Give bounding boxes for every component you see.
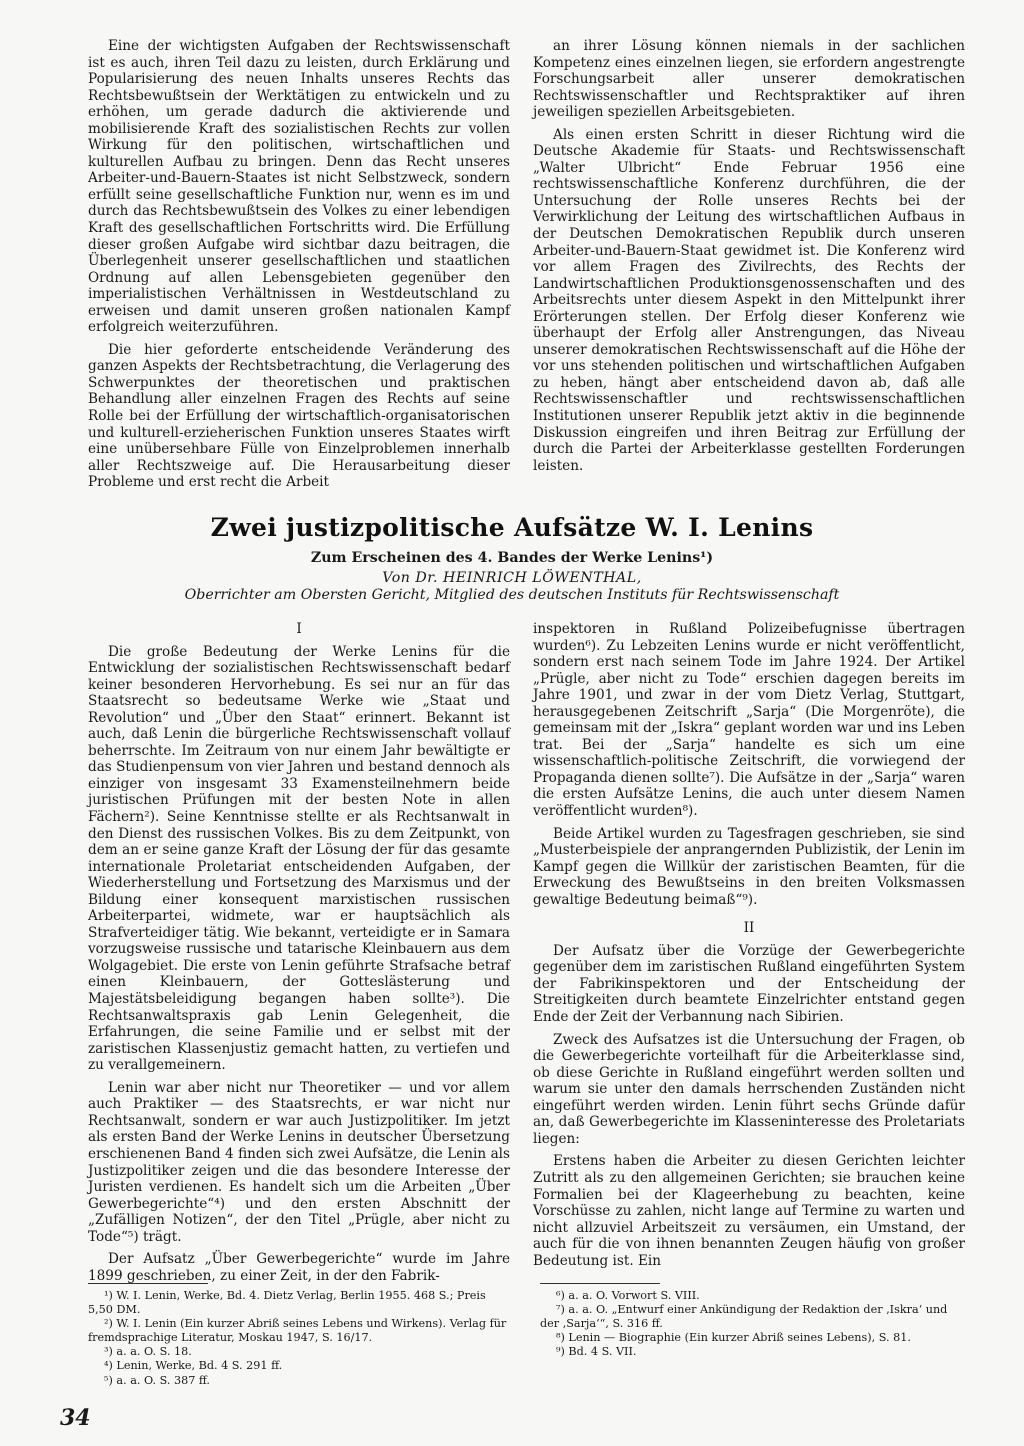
top-right-paragraph-2: Als einen ersten Schritt in dieser Richtung wird die Deutsche Akademie für Staats- und Rechtswissenschaft „Walter Ulbricht“ Ende Februar 1956 eine rechtswissenschaftliche Konferenz durchführen, die der Untersuchung der Rolle unseres Rechts bei der Verwirklichung der Leitung des wirtschaftlichen Aufbaus in der Deutschen Demokratischen Republik durch unseren Arbeiter-und-Bauern-Staat gewidmet ist. Die Konferenz wird vor allem Fragen des Zivilrechts, des Rechts der Landwirtschaftlichen Produktionsgenossenschaften und des Arbeitsrechts unter diesem Aspekt in den Mittelpunkt ihrer Erörterungen stellen. Der Erfolg dieser Konferenz wie überhaupt der Erfolg aller Anstrengungen, das Niveau unserer demokratischen Rechtswissenschaft auf die Höhe der vor uns stehenden politischen und wirtschaftlichen Aufgaben zu heben, hängt aber entscheidend davon ab, daß alle Rechtswissenschaftler und rechtswissenschaftlichen Institutionen unserer Republik jetzt aktiv in die beginnende Diskussion eingreifen und ihren Beitrag zur Erfüllung der durch die Partei der Arbeiterklasse gestellten Forderungen leisten.: [533, 126, 965, 474]
footnote-3: ³) a. a. O. S. 18.: [104, 1345, 192, 1359]
section-heading-1: I: [296, 621, 302, 637]
byline-author: Von Dr. HEINRICH LÖWENTHAL,: [382, 570, 642, 586]
footnote-5: ⁵) a. a. O. S. 387 ff.: [104, 1373, 210, 1387]
article-right-paragraph-4: Zweck des Aufsatzes ist die Untersuchung der Fragen, ob die Gewerbegerichte vorteilhaft für die Arbeiterklasse sind, ob diese Gerichte in Rußland eingeführt werden sollten und warum sie unter den damals herrschenden Zuständen nicht eingeführt werden wirden. Lenin führt sechs Gründe dafür an, daß Gewerbegerichte im Klasseninteresse des Proletariats liegen:: [533, 1031, 965, 1147]
footnotes-left: [88, 1289, 510, 1388]
footnote-4: ⁴) Lenin, Werke, Bd. 4 S. 291 ff.: [104, 1359, 283, 1373]
footnote-1: ¹) W. I. Lenin, Werke, Bd. 4. Dietz Verlag, Berlin 1955. 468 S.; Preis 5,50 DM.: [88, 1289, 486, 1317]
article-title: Zwei justizpolitische Aufsätze W. I. Lenins: [210, 513, 814, 542]
article-left-paragraph-2: Lenin war aber nicht nur Theoretiker — und vor allem auch Praktiker — des Staatsrechts, er war nicht nur Rechtsanwalt, sondern er war auch Justizpolitiker. Im jetzt als ersten Band der Werke Lenins in deutscher Übersetzung erschienenen Band 4 finden sich zwei Aufsätze, die Lenin als Justizpolitiker zeigen und die das besondere Interesse der Juristen verdienen. Es handelt sich um die Arbeiten „Über Gewerbegerichte“⁴) und den ersten Abschnitt der „Zufälligen Notizen“, der den Titel „Prügle, aber nicht zu Tode“⁵) trägt.: [88, 1079, 510, 1245]
top-left-paragraph-2: Die hier geforderte entscheidende Veränderung des ganzen Aspekts der Rechtsbetrachtung, die Verlagerung des Schwerpunktes der theoretischen und praktischen Behandlung aller einzelnen Fragen des Rechts auf seine Rolle bei der Erfüllung der wirtschaftlich-organisatorischen und kulturell-erzieherischen Funktion unseres Staates wirft eine unübersehbare Fülle von Einzelproblemen innerhalb aller Rechtszweige auf. Die Herausarbeitung dieser Probleme und erst recht die Arbeit: [88, 341, 510, 491]
footnote-rule-left: [88, 1283, 208, 1284]
footnote-rule-right: [540, 1283, 660, 1284]
top-left-paragraph-1: Eine der wichtigsten Aufgaben der Rechtswissenschaft ist es auch, ihren Teil dazu zu leisten, durch Erklärung und Popularisierung des neuen Inhalts unseres Rechts das Rechtsbewußtsein der Werktätigen zu entwickeln und zu erhöhen, um gerade dadurch die aktivierende und mobilisierende Kraft des sozialistischen Rechts zur vollen Wirkung für den politischen, wirtschaftlichen und kulturellen Aufbau zu bringen. Denn das Recht unseres Arbeiter-und-Bauern-Staates ist nicht Selbstzweck, sondern erfüllt seine gesellschaftliche Funktion nur, wenn es im und durch das Rechtsbewußtsein des Volkes zu einer lebendigen Kraft des gesellschaftlichen Fortschritts wird. Die Erfüllung dieser großen Aufgabe wird sichtbar dazu beitragen, die Überlegenheit unserer gesellschaftlichen und staatlichen Ordnung auf allen Lebensgebieten gegenüber den imperialistischen Verhältnissen in Westdeutschland zu erweisen und damit unseren großen nationalen Kampf erfolgreich weiterzuführen.: [88, 38, 510, 336]
page-number: 34: [60, 1405, 91, 1431]
section-heading-2: II: [743, 920, 755, 937]
top-left-column: [88, 38, 510, 491]
byline-position: Oberrichter am Obersten Gericht, Mitglied des deutschen Instituts für Rechtswissenschaft: [184, 587, 840, 603]
article-right-paragraph-3: Der Aufsatz über die Vorzüge der Gewerbegerichte gegenüber dem im zaristischen Rußland eingeführten System der Fabrikinspektoren und der Entscheidung der Streitigkeiten durch beamtete Einzelrichter entstand gegen Ende der Zeit der Verbannung nach Sibirien.: [533, 942, 965, 1026]
footnote-7: ⁷) a. a. O. „Entwurf einer Ankündigung der Redaktion der ‚Iskra‘ und der ‚Sarja‘“, S. 316 ff.: [540, 1303, 948, 1331]
top-right-column: [533, 38, 965, 474]
footnote-9: ⁹) Bd. 4 S. VII.: [556, 1345, 637, 1359]
footnote-8: ⁸) Lenin — Biographie (Ein kurzer Abriß seines Lebens), S. 81.: [556, 1331, 911, 1345]
article-right-column: [533, 621, 965, 1269]
article-left-column: [88, 621, 510, 1284]
article-right-paragraph-5: Erstens haben die Arbeiter zu diesen Gerichten leichter Zutritt als zu den allgemeinen Gerichten; sie brauchen keine Formalien bei der Klageerhebung zu beachten, keine Vorschüsse zu zahlen, nicht lange auf Termine zu warten und nicht allzuviel Arbeitszeit zu versäumen, ein Umstand, der auch für die von ihnen benannten Zeugen häufig von großer Bedeutung ist. Ein: [533, 1153, 965, 1269]
byline: [0, 570, 1024, 604]
article-right-paragraph-1: inspektoren in Rußland Polizeibefugnisse übertragen wurden⁶). Zu Lebzeiten Lenins wurde er nicht veröffentlicht, sondern erst nach seinem Tode im Jahre 1924. Der Artikel „Prügle, aber nicht zu Tode“ erschien dagegen bereits im Jahre 1901, und zwar in der vom Dietz Verlag, Stuttgart, herausgegebenen Zeitschrift „Sarja“ (Die Morgenröte), die gemeinsam mit der „Iskra“ geplant worden war und ins Leben trat. Bei der „Sarja“ handelte es sich um eine wissenschaftlich-politische Zeitschrift, die vorwiegend der Propaganda dienen sollte⁷). Die Aufsätze in der „Sarja“ waren die ersten Aufsätze Lenins, die auch unter diesem Namen veröffentlicht wurden⁸).: [533, 621, 965, 820]
footnote-2: ²) W. I. Lenin (Ein kurzer Abriß seines Lebens und Wirkens). Verlag für fremdsprachige Literatur, Moskau 1947, S. 16/17.: [88, 1317, 507, 1345]
article-right-paragraph-2: Beide Artikel wurden zu Tagesfragen geschrieben, sie sind „Musterbeispiele der anprangernden Publizistik, der Lenin im Kampf gegen die Willkür der zaristischen Beamten, für die Erweckung des Bewußtseins in den breiten Volksmassen gewaltige Bedeutung beimaß“⁹).: [533, 825, 965, 908]
top-right-paragraph-1: an ihrer Lösung können niemals in der sachlichen Kompetenz eines einzelnen liegen, sie erfordern angestrengte Forschungsarbeit aller unserer demokratischen Rechtswissenschaftler und Rechtspraktiker auf ihren jeweiligen speziellen Arbeitsgebieten.: [533, 38, 965, 121]
article-left-paragraph-1: Die große Bedeutung der Werke Lenins für die Entwicklung der sozialistischen Rechtswissenschaft bedarf keiner besonderen Hervorhebung. Es sei nur an für das Staatsrecht so bedeutsame Werke wie „Staat und Revolution“ und „Über den Staat“ erinnert. Bekannt ist auch, daß Lenin die bürgerliche Rechtswissenschaft vollauf beherrschte. Im Zeitraum von nur einem Jahr bewältigte er das Studienpensum von vier Jahren und bestand dennoch als einziger von insgesamt 33 Examensteilnehmern beide juristischen Prüfungen mit der besten Note in allen Fächern²). Seine Kenntnisse stellte er als Rechtsanwalt in den Dienst des russischen Volkes. Bis zu dem Zeitpunkt, von dem an er seine ganze Kraft der Lösung der für das gesamte internationale Proletariat entscheidenden Aufgaben, der Wiederherstellung und Fortsetzung des Marxismus und der Bildung einer konsequent marxistischen russischen Arbeiterpartei, widmete, war er hauptsächlich als Strafverteidiger tätig. Wie bekannt, verteidigte er in Samara vorzugsweise russische und tatarische Kleinbauern aus dem Wolgagebiet. Die erste von Lenin geführte Strafsache betraf einen Kleinbauern, der Gotteslästerung und Majestätsbeleidigung begangen haben sollte³). Die Rechtsanwaltspraxis gab Lenin Gelegenheit, die Erfahrungen, die seine Familie und er selbst mit der zaristischen Klassenjustiz gemacht hatten, zu vertiefen und zu verallgemeinern.: [88, 643, 510, 1074]
article-subtitle: Zum Erscheinen des 4. Bandes der Werke Lenins¹): [310, 550, 714, 566]
footnote-6: ⁶) a. a. O. Vorwort S. VIII.: [556, 1289, 700, 1302]
article-left-paragraph-3: Der Aufsatz „Über Gewerbegerichte“ wurde im Jahre 1899 geschrieben, zu einer Zeit, in der den Fabrik-: [88, 1251, 510, 1284]
footnotes-right: [540, 1289, 965, 1359]
